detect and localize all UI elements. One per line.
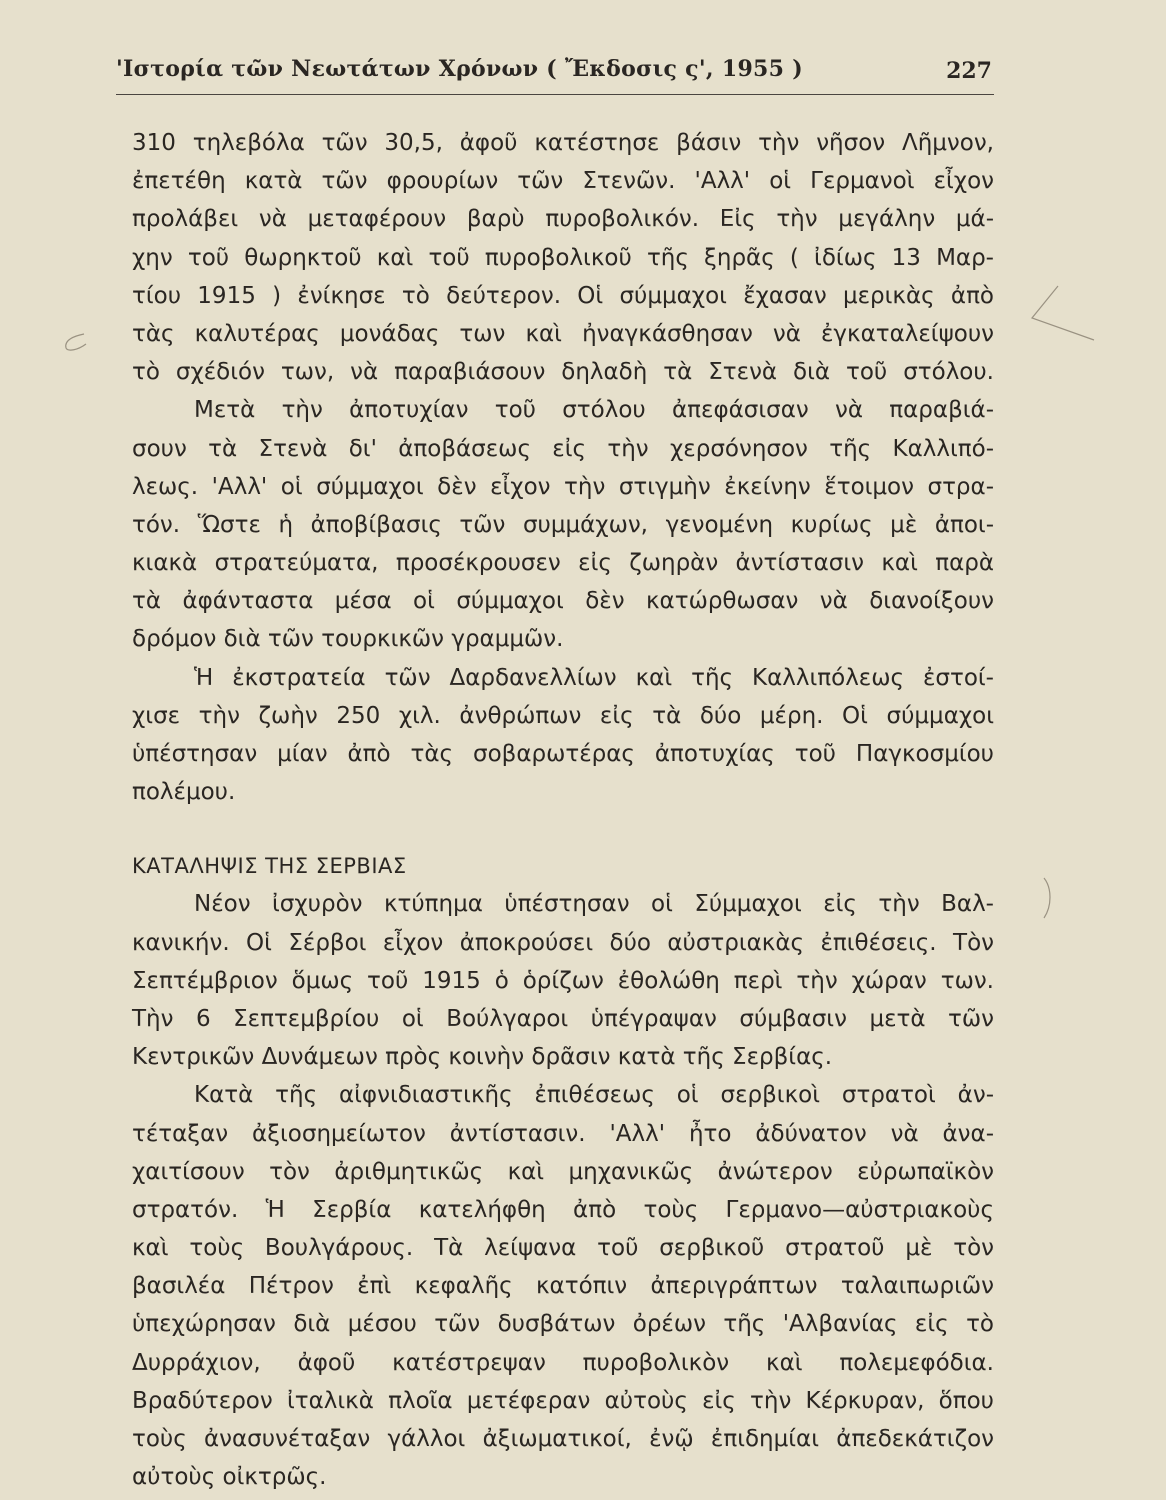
- text-line: χην τοῦ θωρηκτοῦ καὶ τοῦ πυροβολικοῦ τῆς ξηρᾶς ( ἰδίως 13 Μαρ-: [132, 244, 994, 271]
- text-line: τὰ ἀφάνταστα μέσα οἱ σύμμαχοι δὲν κατώρθωσαν νὰ διανοίξουν: [132, 588, 994, 615]
- text-line: Δυρράχιον, ἀφοῦ κατέστρεψαν πυροβολικὸν καὶ πολεμεφόδια.: [132, 1349, 994, 1376]
- text-line: πολέμου.: [132, 779, 236, 806]
- paragraph-2: [132, 391, 994, 658]
- text-line: βασιλέα Πέτρον ἐπὶ κεφαλῆς κατόπιν ἀπεριγράπτων ταλαιπωριῶν: [132, 1273, 994, 1300]
- text-line: τὸ σχέδιόν των, νὰ παραβιάσουν δηλαδὴ τὰ Στενὰ διὰ τοῦ στόλου.: [132, 359, 994, 386]
- section-gap: [132, 811, 994, 847]
- paragraph-5: [132, 1076, 994, 1496]
- text-line: στρατόν. Ἡ Σερβία κατελήφθη ἀπὸ τοὺς Γερμανο—αὐστριακοὺς: [132, 1196, 994, 1223]
- text-line: καὶ τοὺς Βουλγάρους. Τὰ λείψανα τοῦ σερβικοῦ στρατοῦ μὲ τὸν: [132, 1235, 994, 1262]
- section-heading: ΚΑΤΑΛΗΨΙΣ ΤΗΣ ΣΕΡΒΙΑΣ: [132, 854, 407, 879]
- text-line: ἐπετέθη κατὰ τῶν φρουρίων τῶν Στενῶν. 'Αλλ' οἱ Γερμανοὶ εἶχον: [132, 168, 994, 195]
- text-line: τέταξαν ἀξιοσημείωτον ἀντίστασιν. 'Αλλ' ἦτο ἀδύνατον νὰ ἀνα-: [132, 1120, 994, 1147]
- text-line: Μετὰ τὴν ἀποτυχίαν τοῦ στόλου ἀπεφάσισαν νὰ παραβιά-: [194, 397, 994, 424]
- text-line: δρόμον διὰ τῶν τουρκικῶν γραμμῶν.: [132, 626, 564, 653]
- text-line: 310 τηλεβόλα τῶν 30,5, ἀφοῦ κατέστησε βάσιν τὴν νῆσον Λῆμνον,: [132, 130, 994, 156]
- margin-pencil-bracket-right: [1040, 876, 1056, 920]
- paragraph-4: [132, 885, 994, 1076]
- text-line: τίου 1915 ) ἐνίκησε τὸ δεύτερον. Οἱ σύμμαχοι ἔχασαν μερικὰς ἀπὸ: [132, 282, 994, 309]
- paragraph-3: [132, 659, 994, 812]
- text-line: κιακὰ στρατεύματα, προσέκρουσεν εἰς ζωηρὰν ἀντίστασιν καὶ παρὰ: [132, 550, 994, 577]
- text-line: Νέον ἰσχυρὸν κτύπημα ὑπέστησαν οἱ Σύμμαχοι εἰς τὴν Βαλ-: [194, 891, 994, 918]
- text-line: Βραδύτερον ἰταλικὰ πλοῖα μετέφεραν αὐτοὺς εἰς τὴν Κέρκυραν, ὅπου: [132, 1387, 994, 1414]
- margin-pencil-mark-left: [58, 330, 88, 354]
- text-line: αὐτοὺς οἰκτρῶς.: [132, 1464, 327, 1491]
- header-rule: [116, 94, 994, 95]
- margin-pencil-mark-right: [1028, 284, 1098, 344]
- text-line: Σεπτέμβριον ὅμως τοῦ 1915 ὁ ὁρίζων ἐθολώθη περὶ τὴν χώραν των.: [132, 967, 994, 994]
- text-line: Κατὰ τῆς αἰφνιδιαστικῆς ἐπιθέσεως οἱ σερβικοὶ στρατοὶ ἀν-: [194, 1082, 994, 1109]
- running-head-title: 'Ιστορία τῶν Νεωτάτων Χρόνων ( Ἔκδοσις ς', 1955 ): [116, 56, 803, 82]
- text-line: χισε τὴν ζωὴν 250 χιλ. ἀνθρώπων εἰς τὰ δύο μέρη. Οἱ σύμμαχοι: [132, 702, 994, 729]
- text-line: σουν τὰ Στενὰ δι' ἀποβάσεως εἰς τὴν χερσόνησον τῆς Καλλιπό-: [132, 435, 994, 462]
- body-text: [132, 124, 994, 1496]
- page-number: 227: [946, 58, 992, 84]
- text-line: λεως. 'Αλλ' οἱ σύμμαχοι δὲν εἶχον τὴν στιγμὴν ἐκείνην ἕτοιμον στρα-: [132, 473, 994, 500]
- text-line: τοὺς ἀνασυνέταξαν γάλλοι ἀξιωματικοί, ἐνῷ ἐπιδημίαι ἀπεδεκάτιζον: [132, 1426, 994, 1452]
- text-line: τὰς καλυτέρας μονάδας των καὶ ἠναγκάσθησαν νὰ ἐγκαταλείψουν: [132, 320, 994, 347]
- text-line: προλάβει νὰ μεταφέρουν βαρὺ πυροβολικόν. Εἰς τὴν μεγάλην μά-: [132, 206, 994, 233]
- running-head: [116, 56, 996, 92]
- text-line: Τὴν 6 Σεπτεμβρίου οἱ Βούλγαροι ὑπέγραψαν σύμβασιν μετὰ τῶν: [132, 1005, 994, 1032]
- text-line: ὑπέστησαν μίαν ἀπὸ τὰς σοβαρωτέρας ἀποτυχίας τοῦ Παγκοσμίου: [132, 741, 994, 767]
- text-line: τόν. Ὥστε ἡ ἀποβίβασις τῶν συμμάχων, γενομένη κυρίως μὲ ἀποι-: [132, 511, 994, 538]
- text-line: ὑπεχώρησαν διὰ μέσου τῶν δυσβάτων ὀρέων τῆς 'Αλβανίας εἰς τὸ: [132, 1311, 994, 1338]
- text-line: Ἡ ἐκστρατεία τῶν Δαρδανελλίων καὶ τῆς Καλλιπόλεως ἐστοί-: [194, 664, 994, 691]
- text-line: χαιτίσουν τὸν ἀριθμητικῶς καὶ μηχανικῶς ἀνώτερον εὐρωπαϊκὸν: [132, 1158, 994, 1185]
- text-line: Κεντρικῶν Δυνάμεων πρὸς κοινὴν δρᾶσιν κατὰ τῆς Σερβίας.: [132, 1044, 833, 1071]
- text-line: κανικήν. Οἱ Σέρβοι εἶχον ἀποκρούσει δύο αὐστριακὰς ἐπιθέσεις. Τὸν: [132, 929, 994, 956]
- paragraph-1: [132, 124, 994, 391]
